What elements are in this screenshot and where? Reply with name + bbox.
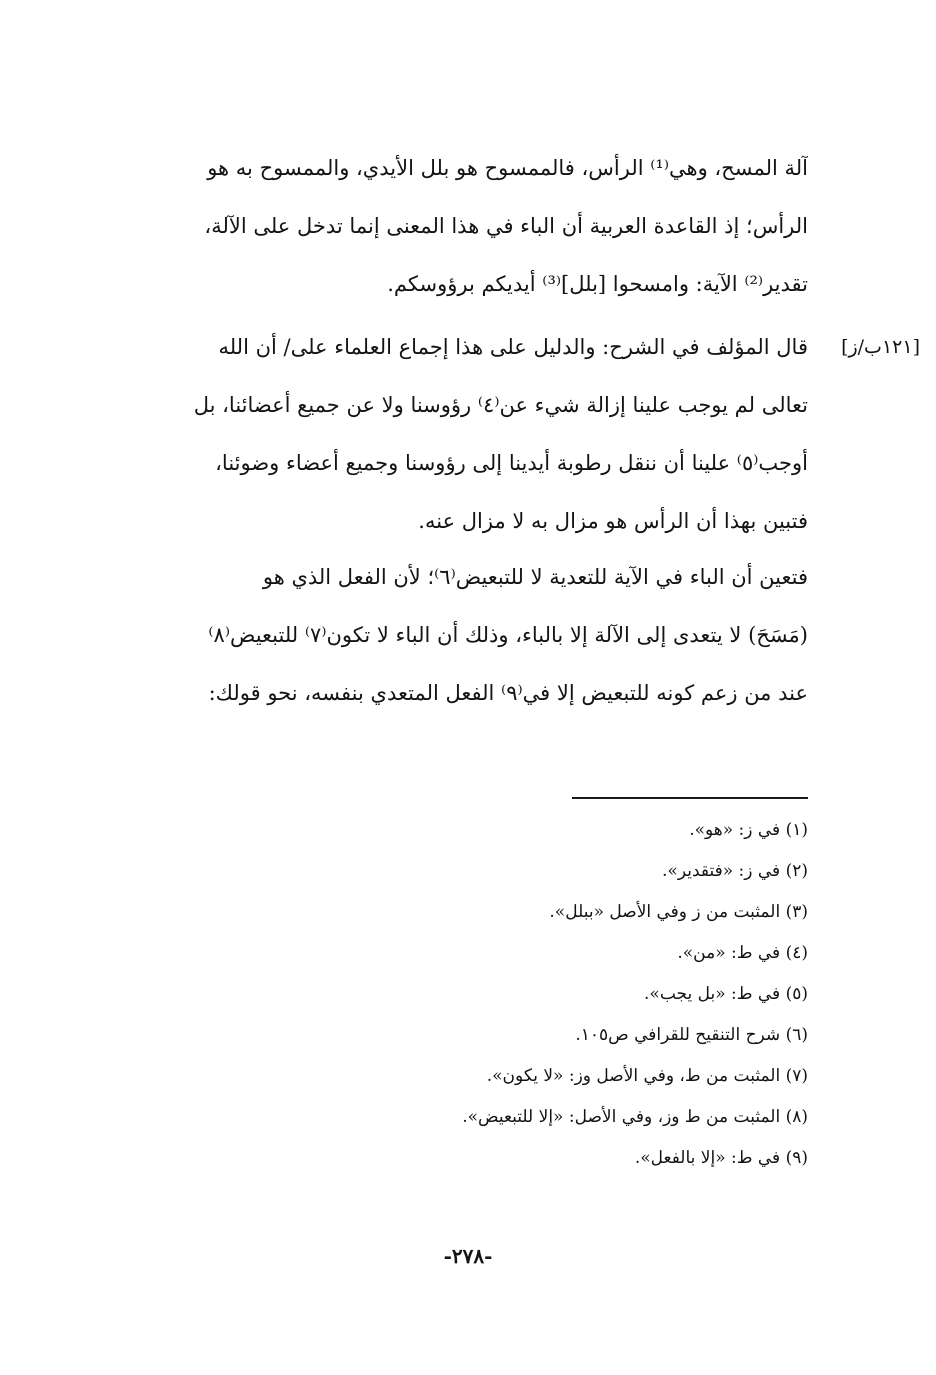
footnote: (٥) في ط: «بل يجب».	[644, 984, 808, 1004]
paragraph-line: الرأس؛ إذ القاعدة العربية أن الباء في هذا المعنى إنما تدخل على الآلة،	[204, 214, 808, 238]
paragraph-3	[100, 548, 808, 722]
paragraph-line: قال المؤلف في الشرح: والدليل على هذا إجماع العلماء على/ أن الله	[218, 335, 808, 359]
footnote-separator	[572, 797, 808, 799]
footnote: (٧) المثبت من ط، وفي الأصل وز: «لا يكون».	[486, 1066, 808, 1086]
footnote: (٢) في ز: «فتقدير».	[662, 861, 808, 881]
paragraph-1	[100, 139, 808, 313]
page-number: -٢٧٨-	[443, 1244, 493, 1268]
footnotes	[300, 810, 808, 1179]
footnote: (٨) المثبت من ط وز، وفي الأصل: «إلا للتبعيض».	[462, 1107, 808, 1127]
paragraph-line: (مَسَحَ) لا يتعدى إلى الآلة إلا بالباء، وذلك أن الباء لا تكون⁽٧⁾ للتبعيض⁽٨⁾	[208, 623, 808, 647]
footnote: (٩) في ط: «إلا بالفعل».	[634, 1148, 808, 1168]
paragraph-line: فتعين أن الباء في الآية للتعدية لا للتبعيض⁽٦⁾؛ لأن الفعل الذي هو	[262, 565, 808, 589]
footnote: (٤) في ط: «من».	[677, 943, 808, 963]
paragraph-line: آلة المسح، وهي⁽¹⁾ الرأس، فالممسوح هو بلل الأيدي، والممسوح به هو	[207, 156, 808, 180]
footnote: (٦) شرح التنقيح للقرافي ص١٠٥.	[575, 1025, 808, 1045]
paragraph-line: فتبين بهذا أن الرأس هو مزال به لا مزال عنه.	[418, 509, 808, 533]
footnote: (٣) المثبت من ز وفي الأصل «ببلل».	[549, 902, 808, 922]
paragraph-line: تعالى لم يوجب علينا إزالة شيء عن⁽٤⁾ رؤوسنا ولا عن جميع أعضائنا، بل	[193, 393, 808, 417]
paragraph-2	[100, 318, 808, 550]
manuscript-folio-reference: [١٢١ب/ز]	[841, 336, 920, 358]
paragraph-line: عند من زعم كونه للتبعيض إلا في⁽٩⁾ الفعل المتعدي بنفسه، نحو قولك:	[208, 681, 808, 705]
paragraph-line: تقدير⁽²⁾ الآية: وامسحوا [بلل]⁽³⁾ أيديكم برؤوسكم.	[387, 272, 808, 296]
paragraph-line: أوجب⁽٥⁾ علينا أن ننقل رطوبة أيدينا إلى رؤوسنا وجميع أعضاء وضوئنا،	[215, 451, 808, 475]
footnote: (١) في ز: «هو».	[689, 820, 808, 840]
